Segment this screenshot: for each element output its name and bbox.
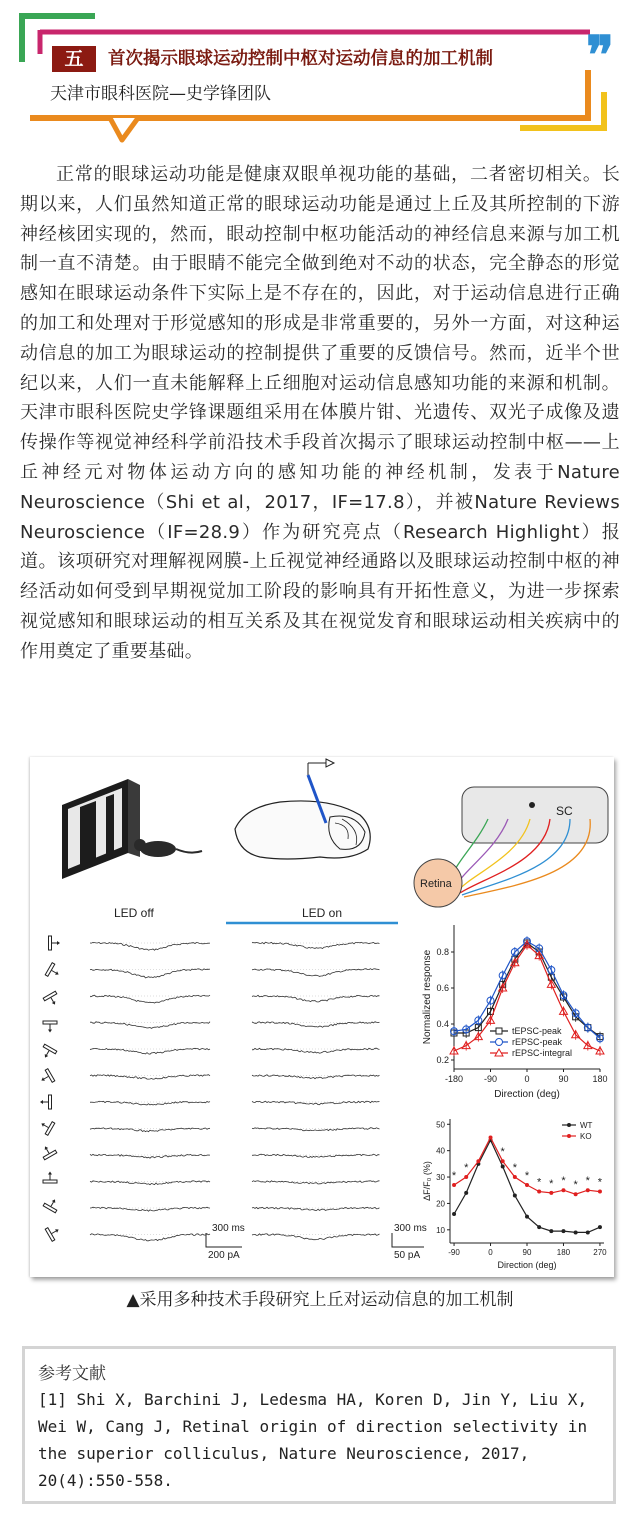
chart1-x-tick-label: -90 (483, 1074, 498, 1084)
ephys-traces (38, 936, 380, 1241)
stimulus-direction-icon (39, 1143, 57, 1160)
chart2-significance-star: * (585, 1175, 590, 1188)
chart2-x-tick-label: 0 (488, 1248, 493, 1257)
chart2-significance-star: * (561, 1175, 566, 1188)
stimulus-direction-icon (43, 1021, 57, 1033)
header-frame (0, 0, 640, 150)
chart1-y-tick-label: 0.2 (436, 1055, 449, 1065)
chart2-significance-star: * (537, 1176, 542, 1189)
chart2-y-label: ΔF/F₀ (%) (422, 1161, 432, 1201)
reference-item: [1] Shi X, Barchini J, Ledesma HA, Koren D, Jin Y, Liu X, Wei W, Cang J, Retinal origin of direction selectivity in the superior colliculus, Nature Neuroscience, 2017, 20(4):550-558. (38, 1390, 588, 1490)
scale-left-amp: 200 pA (208, 1250, 240, 1261)
chart2-point (489, 1135, 493, 1139)
chart2-point (501, 1159, 505, 1163)
chart2-x-tick-label: 90 (522, 1248, 532, 1257)
calcium-response-chart (422, 1119, 607, 1270)
chart2-significance-star: * (549, 1177, 554, 1190)
chart2-y-tick-label: 20 (436, 1199, 445, 1209)
chart2-y-tick-label: 40 (436, 1146, 445, 1156)
chart1-y-tick-label: 0.4 (436, 1019, 449, 1029)
chart1-legend-label: rEPSC-integral (512, 1048, 573, 1058)
chart1-legend-label: tEPSC-peak (512, 1026, 562, 1036)
references-title: 参考文献 (38, 1364, 106, 1384)
stimulus-direction-icon (45, 963, 62, 981)
figure-svg (30, 757, 614, 1277)
chart2-point (537, 1190, 541, 1194)
chart2-legend-label: KO (580, 1132, 592, 1141)
current-trace (252, 995, 380, 1002)
chart2-legend-marker (567, 1123, 571, 1127)
retina-label: Retina (420, 878, 452, 890)
figure-caption: ▲采用多种技术手段研究上丘对运动信息的加工机制 (126, 1290, 514, 1310)
team-name: 天津市眼科医院—史学锋团队 (50, 84, 271, 104)
chart1-legend-marker (496, 1039, 503, 1046)
scale-left-time: 300 ms (212, 1223, 245, 1234)
chart2-point (537, 1225, 541, 1229)
chart1-x-tick-label: 180 (592, 1074, 608, 1084)
chart2-x-tick-label: 180 (556, 1248, 571, 1257)
chart2-point (464, 1191, 468, 1195)
chart1-x-label: Direction (deg) (494, 1089, 560, 1100)
stimulus-direction-icon (43, 1172, 57, 1184)
chart2-x-label: Direction (deg) (497, 1260, 557, 1270)
chart2-significance-star: * (451, 1169, 457, 1182)
chart1-y-tick-label: 0.8 (436, 947, 449, 957)
chart2-significance-star: * (512, 1162, 517, 1175)
chart1-x-tick-label: 0 (524, 1074, 530, 1084)
chart2-point (574, 1230, 578, 1234)
chart2-point (476, 1159, 480, 1163)
stimulus-direction-icon (40, 1095, 52, 1109)
chart2-point (598, 1190, 602, 1194)
chart1-x-tick-label: -180 (444, 1074, 464, 1084)
sc-label: SC (556, 804, 573, 818)
stimulus-direction-icon (38, 1069, 55, 1087)
header-banner (0, 0, 640, 150)
stimulus-direction-icon (38, 1117, 55, 1135)
scale-bar-left (206, 1223, 245, 1261)
chart2-point (501, 1164, 505, 1168)
chart1-y-label: Normalized response (422, 949, 433, 1045)
current-trace (90, 995, 210, 1003)
chart2-point (513, 1175, 517, 1179)
current-trace (90, 1234, 210, 1241)
current-trace (252, 1128, 380, 1131)
chart2-point (464, 1175, 468, 1179)
chart1-series-line (454, 941, 600, 1038)
chart2-y-tick-label: 50 (436, 1120, 445, 1130)
current-trace (252, 969, 380, 977)
led-off-label: LED off (114, 906, 154, 920)
stimulus-direction-icon (43, 1196, 61, 1213)
article-body (20, 160, 620, 667)
chart2-point (586, 1230, 590, 1234)
stimulus-direction-icon (49, 936, 61, 950)
led-on-label: LED on (302, 906, 343, 920)
chart2-x-tick-label: 270 (593, 1248, 607, 1257)
scale-bar-right (392, 1223, 427, 1261)
tuning-curve-chart (422, 925, 608, 1100)
chart2-significance-star: * (524, 1169, 530, 1182)
chart2-point (549, 1191, 553, 1195)
chart2-point (598, 1225, 602, 1229)
chart2-point (525, 1215, 529, 1219)
monitor-mouse-illustration (62, 779, 202, 879)
references-box (22, 1346, 616, 1504)
chart1-x-tick-label: 90 (558, 1074, 569, 1084)
chart2-legend-label: WT (580, 1121, 593, 1130)
current-trace (90, 969, 210, 978)
chart2-point (452, 1212, 456, 1216)
chart2-significance-star: * (464, 1162, 469, 1175)
article-title: 首次揭示眼球运动控制中枢对运动信息的加工机制 (108, 49, 493, 69)
current-trace (90, 942, 210, 950)
quote-mark-icon: ❞ (586, 25, 614, 86)
chart2-point (586, 1188, 590, 1192)
retina-sc-schematic (414, 787, 608, 907)
stimulus-direction-icon (43, 991, 61, 1008)
chart2-point (452, 1183, 456, 1187)
stimulus-direction-icon (39, 1044, 57, 1061)
figure-panel (30, 757, 614, 1277)
chart2-point (525, 1183, 529, 1187)
section-number-badge: 五 (52, 46, 96, 72)
chart2-point (549, 1229, 553, 1233)
chart2-point (513, 1194, 517, 1198)
chart2-point (561, 1229, 565, 1233)
scale-right-time: 300 ms (394, 1223, 427, 1234)
chart1-y-tick-label: 0.6 (436, 983, 449, 993)
chart2-significance-star: * (573, 1179, 578, 1192)
current-trace (252, 1154, 380, 1157)
brain-illustration (235, 759, 370, 859)
stimulus-direction-icon (45, 1223, 62, 1241)
chart1-legend-marker (496, 1028, 502, 1034)
chart2-x-tick-label: -90 (448, 1248, 460, 1257)
chart2-legend-marker (567, 1134, 571, 1138)
body-paragraph: 正常的眼球运动功能是健康双眼单视功能的基础，二者密切相关。长期以来，人们虽然知道正常的眼球运动功能是通过上丘及其所控制的下游神经核团实现的，然而，眼动控制中枢功能活动的神经信息来源与加工机制一直不清楚。由于眼睛不能完全做到绝对不动的状态，完全静态的形觉感知在眼球运动条件下实际上是不存在的，因此，对于运动信息进行正确的加工和处理对于形觉感知的形成是非常重要的，另外一方面，对这种运动信息的加工为眼球运动的控制提供了重要的反馈信号。然而，近半个世纪以来，人们一直未能解释上丘细胞对运动信息感知功能的来源和机制。天津市眼科医院史学锋课题组采用在体膜片钳、光遗传、双光子成像及遗传操作等视觉神经科学前沿技术手段首次揭示了眼球运动控制中枢——上丘神经元对物体运动方向的感知功能的神经机制，发表于Nature Neuroscience（Shi et al，2017，IF=17.8），并被Nature Reviews Neuroscience（IF=28.9）作为研究亮点（Research Highlight）报道。该项研究对理解视网膜-上丘视觉神经通路以及眼球运动控制中枢的神经活动如何受到早期视觉加工阶段的影响具有开拓性意义，为进一步探索视觉感知和眼球运动的相互关系及其在视觉发育和眼球运动相关疾病中的作用奠定了重要基础。 (20, 164, 620, 662)
chart2-significance-star: * (597, 1176, 603, 1189)
chart2-point (561, 1188, 565, 1192)
chart1-legend-label: rEPSC-peak (512, 1037, 563, 1047)
chart2-y-tick-label: 10 (436, 1225, 445, 1235)
chart2-point (574, 1192, 578, 1196)
scale-right-amp: 50 pA (394, 1250, 421, 1261)
chart2-y-tick-label: 30 (436, 1173, 445, 1183)
chart2-significance-star: * (500, 1146, 505, 1159)
